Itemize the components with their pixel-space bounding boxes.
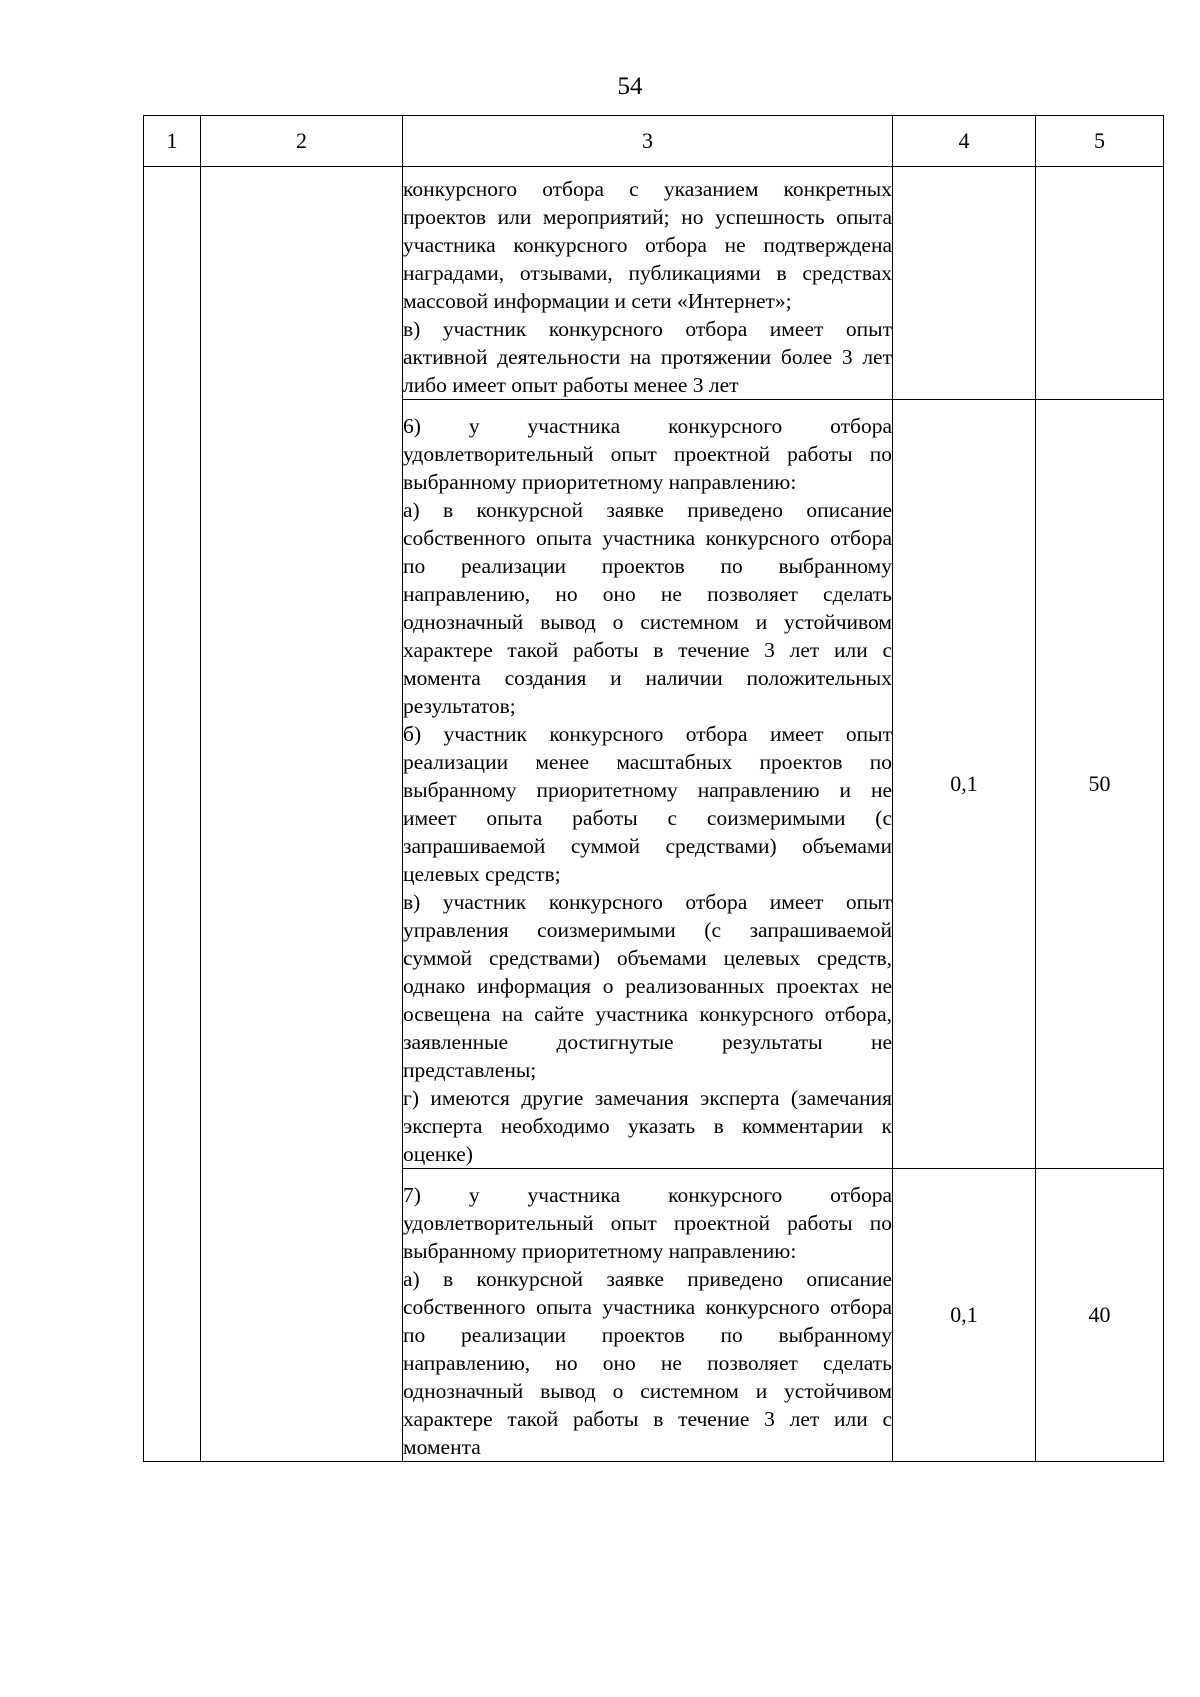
weight-cell: 0,1 bbox=[893, 1169, 1036, 1462]
score-cell: 50 bbox=[1036, 400, 1164, 1169]
score-cell bbox=[1036, 167, 1164, 400]
score-cell: 40 bbox=[1036, 1169, 1164, 1462]
criterion-paragraph: конкурсного отбора с указанием конкретных проектов или мероприятий; но успешность опыта участника конкурсного отбора не подтверждена наградами, отзывами, публикациями в средствах массовой информации и сети «Интернет»; bbox=[403, 177, 892, 313]
criterion-text-cell bbox=[403, 400, 893, 1169]
column-header-2: 2 bbox=[201, 116, 403, 167]
criterion-paragraph: в) участник конкурсного отбора имеет опыт активной деятельности на протяжении более 3 лет либо имеет опыт работы менее 3 лет bbox=[403, 317, 892, 397]
weight-cell: 0,1 bbox=[893, 400, 1036, 1169]
criterion-text-cell bbox=[403, 167, 893, 400]
page-number: 54 bbox=[617, 73, 643, 100]
column-2-cell bbox=[201, 167, 403, 1462]
weight-cell bbox=[893, 167, 1036, 400]
column-1-cell bbox=[144, 167, 201, 1462]
criterion-paragraph: г) имеются другие замечания эксперта (замечания эксперта необходимо указать в комментарии к оценке) bbox=[403, 1086, 892, 1166]
criterion-paragraph: 6) у участника конкурсного отбора удовлетворительный опыт проектной работы по выбранному приоритетному направлению: bbox=[403, 414, 892, 494]
criterion-paragraph: а) в конкурсной заявке приведено описание собственного опыта участника конкурсного отбора по реализации проектов по выбранному направлению, но оно не позволяет сделать однозначный вывод о системном и устойчивом характере такой работы в течение 3 лет или с момента создания и наличии положительных результатов; bbox=[403, 498, 892, 718]
criteria-table bbox=[143, 115, 1164, 1462]
table-header-row bbox=[144, 116, 1164, 167]
column-header-3: 3 bbox=[403, 116, 893, 167]
column-header-5: 5 bbox=[1036, 116, 1164, 167]
criterion-paragraph: а) в конкурсной заявке приведено описание собственного опыта участника конкурсного отбора по реализации проектов по выбранному направлению, но оно не позволяет сделать однозначный вывод о системном и устойчивом характере такой работы в течение 3 лет или с момента bbox=[403, 1267, 892, 1459]
criterion-paragraph: 7) у участника конкурсного отбора удовлетворительный опыт проектной работы по выбранному приоритетному направлению: bbox=[403, 1183, 892, 1263]
column-header-4: 4 bbox=[893, 116, 1036, 167]
table-row bbox=[144, 167, 1164, 400]
criterion-paragraph: б) участник конкурсного отбора имеет опыт реализации менее масштабных проектов по выбранному приоритетному направлению и не имеет опыта работы с соизмеримыми (с запрашиваемой суммой средствами) объемами целевых средств; bbox=[403, 722, 892, 886]
column-header-1: 1 bbox=[144, 116, 201, 167]
criterion-paragraph: в) участник конкурсного отбора имеет опыт управления соизмеримыми (с запрашиваемой суммой средствами) объемами целевых средств, однако информация о реализованных проектах не освещена на сайте участника конкурсного отбора, заявленные достигнутые результаты не представлены; bbox=[403, 890, 892, 1082]
criterion-text-cell bbox=[403, 1169, 893, 1462]
